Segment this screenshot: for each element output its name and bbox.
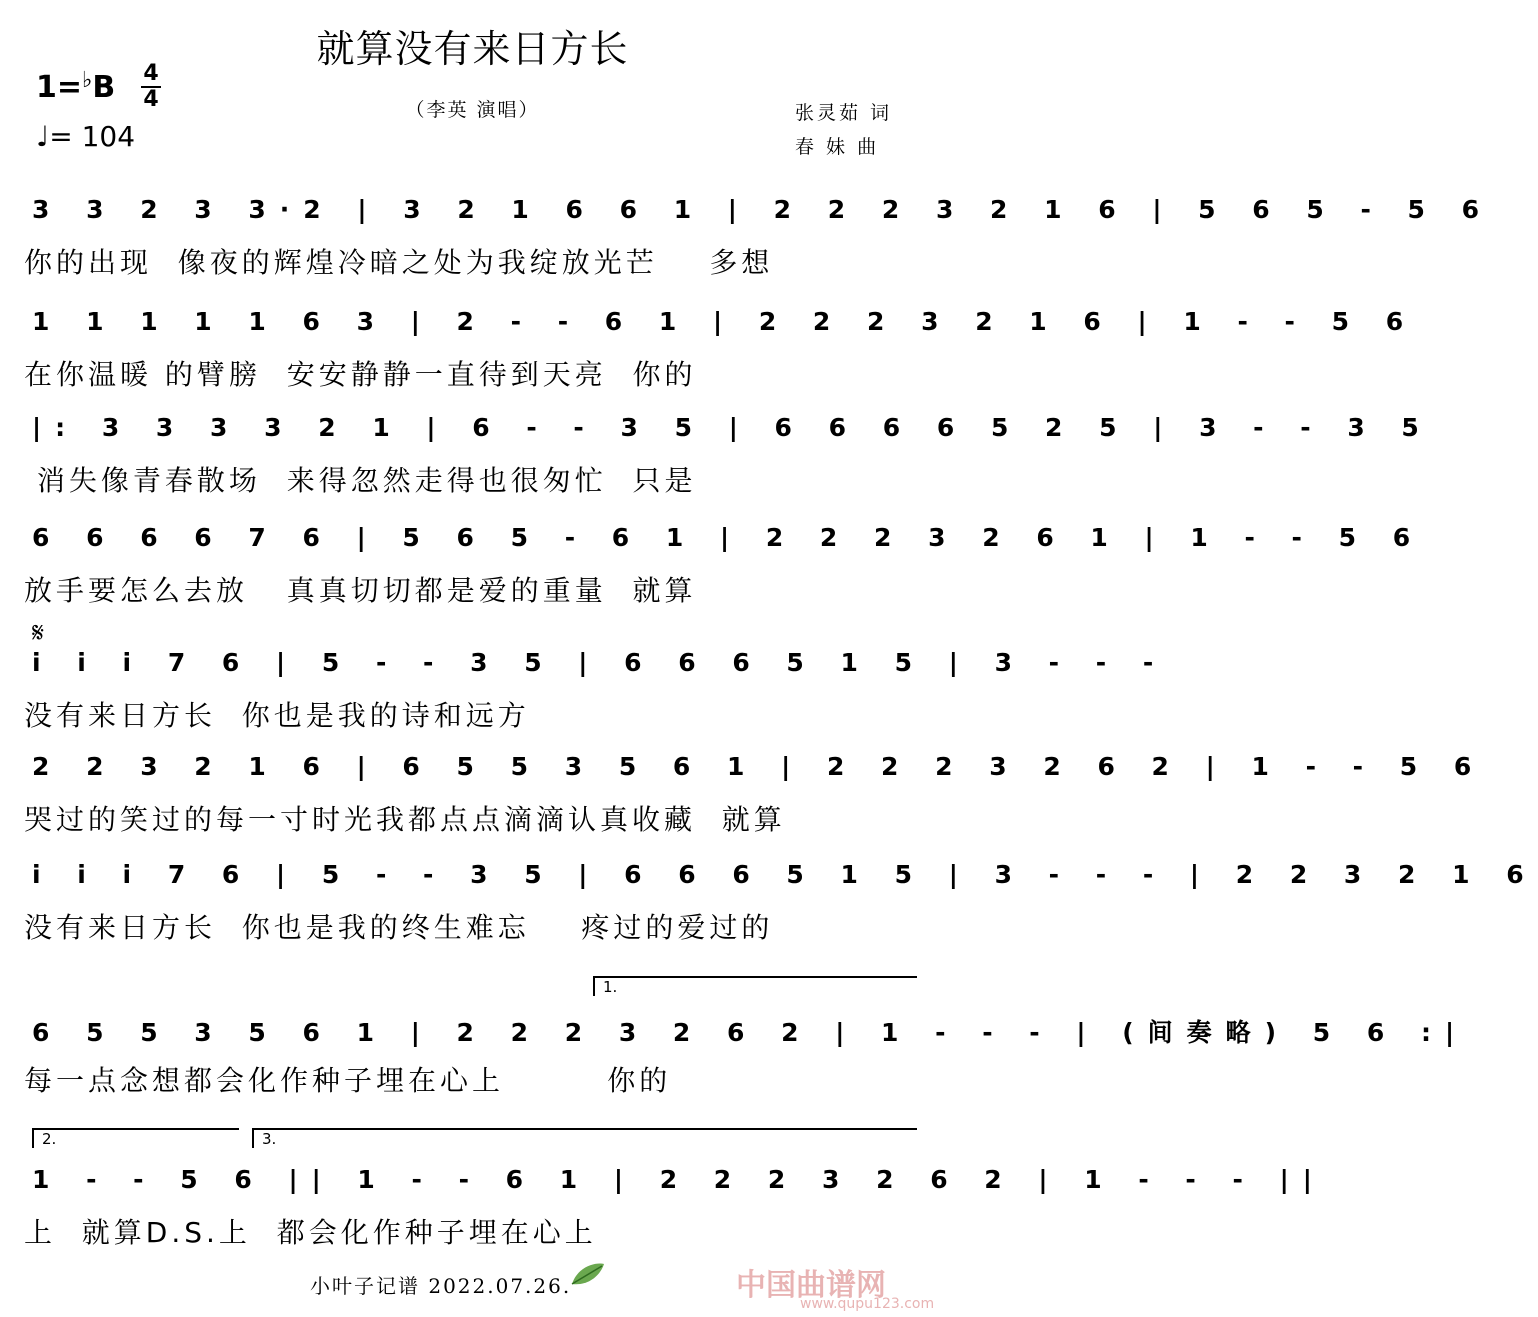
score-row-4 bbox=[0, 523, 1425, 653]
notes-row-5: i i i 7 6 | 5 - - 3 5 | 6 6 6 5 1 5 | 3 - - - bbox=[32, 648, 1168, 677]
flat-symbol: ♭ bbox=[82, 68, 93, 93]
segno-sign: 𝄋 bbox=[32, 616, 45, 649]
volta-bracket-2 bbox=[32, 1128, 239, 1148]
volta-label-1: 1. bbox=[603, 978, 618, 996]
composer-credit: 春 妹 曲 bbox=[795, 136, 880, 158]
notes-row-1: 3 3 2 3 3·2 | 3 2 1 6 6 1 | 2 2 2 3 2 1 6 | 5 6 5 - 5 6 bbox=[32, 195, 1494, 224]
lyrics-row-5: 没有来日方长 你也是我的诗和远方 bbox=[24, 699, 530, 732]
notes-row-9: 1 - - 5 6 || 1 - - 6 1 | 2 2 2 3 2 6 2 | 1 - - - || bbox=[32, 1165, 1326, 1194]
volta-bracket-3 bbox=[252, 1128, 917, 1148]
time-bottom: 4 bbox=[143, 87, 159, 112]
notes-row-7: i i i 7 6 | 5 - - 3 5 | 6 6 6 5 1 5 | 3 - - - | 2 2 3 2 1 6 bbox=[32, 860, 1538, 889]
transcriber-footer: 小叶子记谱 2022.07.26. bbox=[310, 1274, 572, 1298]
notes-row-4: 6 6 6 6 7 6 | 5 6 5 - 6 1 | 2 2 2 3 2 6 1 | 1 - - 5 6 bbox=[32, 523, 1425, 552]
volta-bracket-1 bbox=[593, 976, 917, 996]
lyrics-row-3: 消失像青春散场 来得忽然走得也很匆忙 只是 bbox=[24, 464, 697, 497]
notes-row-6: 2 2 3 2 1 6 | 6 5 5 3 5 6 1 | 2 2 2 3 2 6 2 | 1 - - 5 6 bbox=[32, 752, 1486, 781]
singer-credit: （李英 演唱） bbox=[405, 99, 540, 121]
leaf-icon bbox=[568, 1260, 608, 1288]
key-prefix: 1= bbox=[36, 70, 83, 105]
volta-label-2: 2. bbox=[42, 1130, 57, 1148]
time-top: 4 bbox=[143, 61, 159, 86]
site-logo: 中国曲谱网 bbox=[736, 1268, 886, 1303]
notes-row-2: 1 1 1 1 1 6 3 | 2 - - 6 1 | 2 2 2 3 2 1 6 | 1 - - 5 6 bbox=[32, 307, 1418, 336]
lyricist-credit: 张灵茹 词 bbox=[795, 102, 893, 124]
lyrics-row-8: 每一点念想都会化作种子埋在心上 你的 bbox=[24, 1064, 672, 1097]
key-note: B bbox=[92, 70, 116, 105]
tempo-marking: ♩= 104 bbox=[36, 120, 136, 153]
lyrics-row-9: 上 就算D.S.上 都会化作种子埋在心上 bbox=[24, 1216, 597, 1249]
time-signature bbox=[140, 62, 162, 112]
lyrics-row-2: 在你温暖 的臂膀 安安静静一直待到天亮 你的 bbox=[24, 358, 697, 391]
score-row-8 bbox=[0, 1013, 1469, 1143]
notes-row-3: |: 3 3 3 3 2 1 | 6 - - 3 5 | 6 6 6 6 5 2 5 | 3 - - 3 5 bbox=[32, 413, 1433, 442]
lyrics-row-1: 你的出现 像夜的辉煌冷暗之处为我绽放光芒 多想 bbox=[24, 246, 774, 279]
song-title: 就算没有来日方长 bbox=[316, 27, 629, 71]
volta-label-3: 3. bbox=[262, 1130, 277, 1148]
site-url: www.qupu123.com bbox=[800, 1296, 935, 1312]
lyrics-row-6: 哭过的笑过的每一寸时光我都点点滴滴认真收藏 就算 bbox=[24, 803, 786, 836]
lyrics-row-7: 没有来日方长 你也是我的终生难忘 疼过的爱过的 bbox=[24, 911, 774, 944]
lyrics-row-4: 放手要怎么去放 真真切切都是爱的重量 就算 bbox=[24, 574, 697, 607]
key-signature bbox=[36, 68, 115, 105]
score-row-7 bbox=[0, 860, 1538, 990]
notes-row-8: 6 5 5 3 5 6 1 | 2 2 2 3 2 6 2 | 1 - - - | (间奏略) 5 6 :| bbox=[32, 1018, 1469, 1047]
